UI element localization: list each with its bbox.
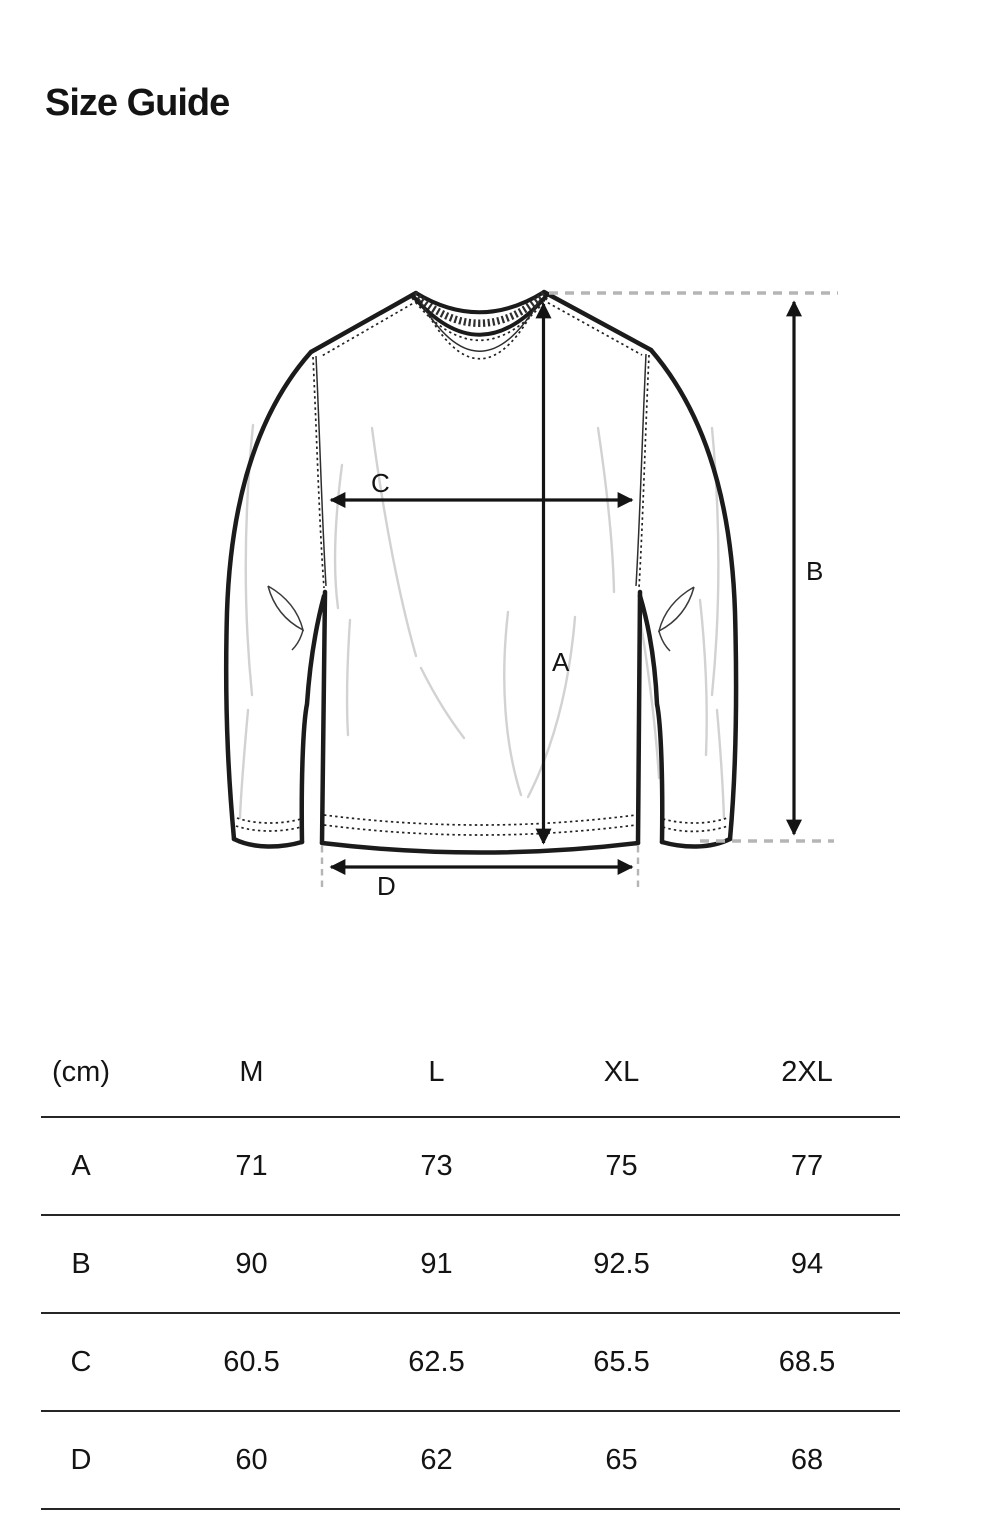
table-row-c [41, 1313, 900, 1411]
row-label: A [71, 1149, 91, 1182]
row-label: C [70, 1345, 92, 1378]
value-cell: 65 [605, 1443, 638, 1476]
shirt-measurement-diagram [0, 250, 1000, 930]
value-cell: 62 [420, 1443, 453, 1476]
stitch-seam-lines [236, 300, 728, 835]
dimension-label-b: B [806, 556, 824, 586]
dimension-label-d: D [377, 871, 396, 901]
value-cell: 60.5 [223, 1345, 280, 1378]
dimension-arrows [331, 302, 794, 867]
table-row-a [41, 1117, 900, 1215]
value-cell: 68 [790, 1443, 824, 1476]
value-cell: 62.5 [408, 1345, 465, 1378]
value-cell: 77 [790, 1149, 824, 1182]
value-cell: 71 [235, 1149, 268, 1182]
unit-header-cell: (cm) [52, 1056, 110, 1088]
size-column-m: M [239, 1056, 264, 1088]
table-row-d [41, 1411, 900, 1509]
value-cell: 60 [235, 1443, 268, 1476]
size-table [41, 1029, 900, 1510]
table-row-b [41, 1215, 900, 1313]
value-cell: 68.5 [778, 1345, 836, 1378]
shirt-diagram-svg [0, 250, 1000, 930]
value-cell: 73 [420, 1149, 453, 1182]
row-label: D [70, 1443, 92, 1476]
value-cell: 92.5 [593, 1247, 650, 1280]
size-column-l: L [428, 1056, 445, 1088]
dimension-labels [371, 468, 823, 901]
shirt-outline [226, 292, 736, 853]
size-table-header-row [41, 1029, 900, 1117]
row-label: B [71, 1247, 91, 1280]
size-column-xl: XL [603, 1056, 640, 1088]
value-cell: 90 [235, 1247, 268, 1280]
value-cell: 65.5 [593, 1345, 650, 1378]
value-cell: 94 [790, 1247, 824, 1280]
dimension-label-a: A [552, 647, 570, 677]
page-title: Size Guide [45, 82, 230, 124]
collar [412, 292, 548, 359]
size-column-2xl: 2XL [781, 1056, 833, 1088]
dimension-label-c: C [371, 468, 390, 498]
value-cell: 75 [605, 1149, 638, 1182]
armpit-fold-marks [268, 586, 694, 651]
fabric-wrinkle-lines [240, 425, 724, 818]
value-cell: 91 [420, 1247, 453, 1280]
